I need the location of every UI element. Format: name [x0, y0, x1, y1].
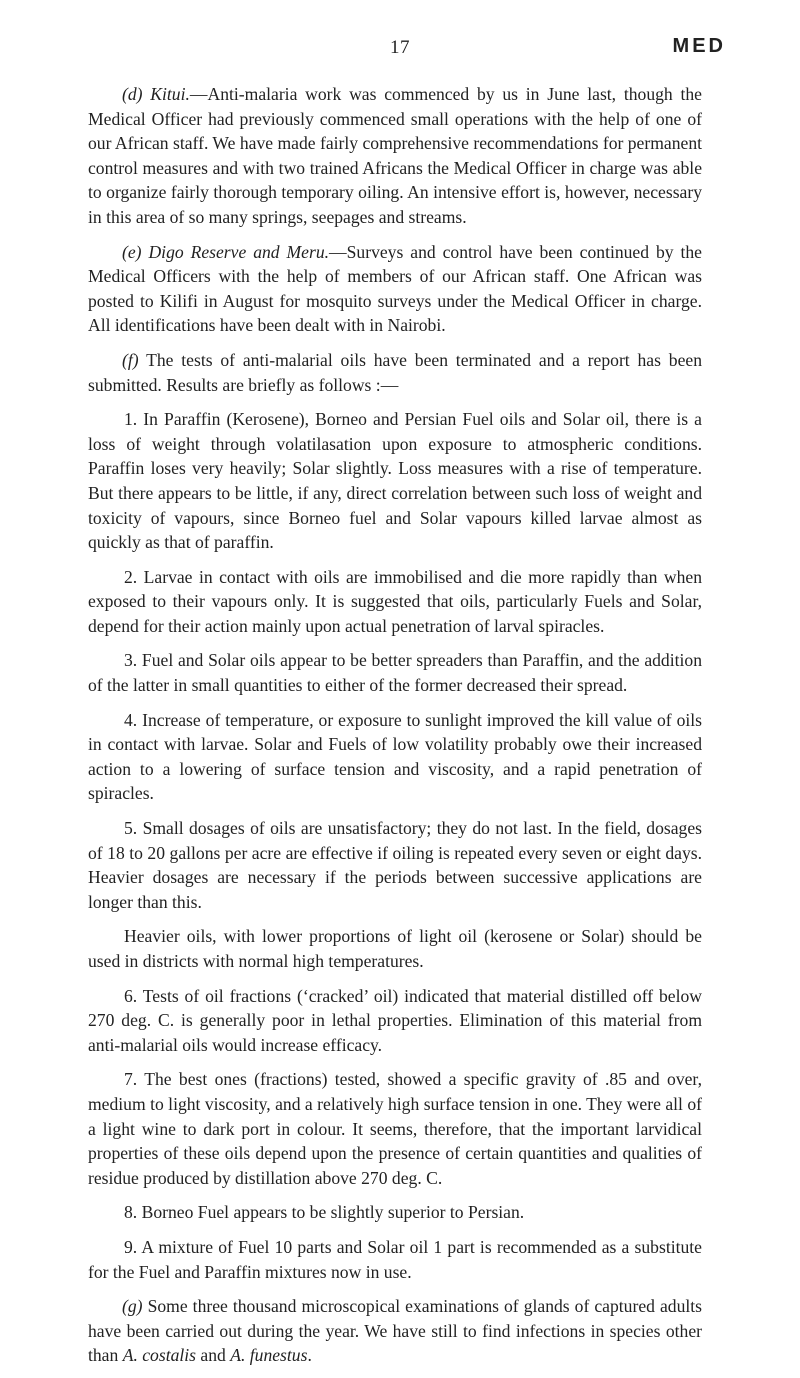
paragraph-g-text-before: Some three thousand microscopical examinations of glands of captured adults have been carried out during the year. We have still to find infections in species other than	[88, 1296, 702, 1366]
paragraph-g-marker: (g)	[122, 1296, 143, 1317]
paragraph-d-heading: Kitui.	[150, 84, 190, 104]
paragraph-e-text: —Surveys and control have been continued by the Medical Officers with the help of members of our African staff. One African was posted to Kilifi in August for mosquito surveys under the Medical Officer in charge. All identifications have been dealt with in Nairobi.	[88, 241, 702, 336]
result-item-4: 4. Increase of temperature, or exposure to sunlight improved the kill value of oils in contact with larvae. Solar and Fuels of low volatility probably owe their increased action to a lowering of surface tension and viscosity, and a rapid penetration of spiracles.	[88, 709, 702, 804]
paragraph-g-text-mid: and	[196, 1345, 231, 1366]
paragraph-e-marker: (e)	[122, 241, 142, 262]
result-item-5-note: Heavier oils, with lower proportions of light oil (kerosene or Solar) should be used in districts with normal high temperatures.	[88, 926, 702, 971]
result-item-7: 7. The best ones (fractions) tested, showed a specific gravity of .85 and over, medium to light viscosity, and a relatively high surface tension in one. They were all of a light wine to dark port in colour. It seems, therefore, that the important larvidical properties of these oils depend upon the presence of certain quantities and qualities of residue produced by distillation above 270 deg. C.	[88, 1069, 702, 1188]
species-funestus: A. funestus	[230, 1345, 308, 1366]
page-number: 17	[390, 37, 410, 58]
paragraph-d	[88, 82, 702, 230]
result-item-9: 9. A mixture of Fuel 10 parts and Solar oil 1 part is recommended as a substitute for the Fuel and Paraffin mixtures now in use.	[88, 1236, 702, 1282]
section-code: MED	[672, 35, 726, 57]
result-item-6: 6. Tests of oil fractions (‘cracked’ oil) indicated that material distilled off below 270 deg. C. is generally poor in lethal properties. Elimination of this material from anti-malarial oils would increase efficacy.	[88, 985, 702, 1055]
result-item-2: 2. Larvae in contact with oils are immobilised and die more rapidly than when exposed to their vapours only. It is suggested that oils, particularly Fuels and Solar, depend for their action mainly upon actual penetration of larval spiracles.	[88, 566, 702, 636]
paragraph-f-text: The tests of anti-malarial oils have been terminated and a report has been submitted. Results are briefly as follows :—	[88, 349, 702, 395]
result-item-3: 3. Fuel and Solar oils appear to be better spreaders than Paraffin, and the addition of the latter in small quantities to either of the former decreased their spread.	[88, 650, 702, 696]
paragraph-g	[88, 1294, 702, 1368]
species-costalis: A. costalis	[122, 1345, 197, 1366]
paragraph-f-marker: (f)	[122, 349, 139, 370]
paragraph-g-text-after: .	[307, 1345, 312, 1366]
paragraph-e-heading: Digo Reserve and Meru.	[148, 241, 330, 262]
paragraph-d-text: —Anti-malaria work was commenced by us in June last, though the Medical Officer had previously commenced small operations with the help of one of our African staff. We have made fairly comprehensive recommendations for permanent control measures and with two trained Africans the Medical Officer in charge was able to organize fairly thorough temporary oiling. An intensive effort is, however, necessary in this area of so many springs, seepages and streams.	[88, 84, 702, 227]
document-body	[88, 82, 702, 1378]
paragraph-d-marker: (d)	[122, 84, 143, 104]
result-item-8: 8. Borneo Fuel appears to be slightly superior to Persian.	[124, 1202, 525, 1223]
paragraph-e	[88, 240, 702, 338]
result-item-1: 1. In Paraffin (Kerosene), Borneo and Persian Fuel oils and Solar oil, there is a loss of weight through volatilasation upon exposure to atmospheric conditions. Paraffin loses very heavily; Solar slightly. Loss measures with a rise of temperature. But there appears to be little, if any, direct correlation between such loss of weight and toxicity of vapours, since Borneo fuel and Solar vapours killed larvae almost as quickly as that of paraffin.	[88, 409, 702, 553]
paragraph-f	[88, 348, 702, 397]
result-item-5: 5. Small dosages of oils are unsatisfactory; they do not last. In the field, dosages of 18 to 20 gallons per acre are effective if oiling is repeated every seven or eight days. Heavier dosages are necessary if the periods between successive applications are longer than this.	[88, 818, 702, 912]
